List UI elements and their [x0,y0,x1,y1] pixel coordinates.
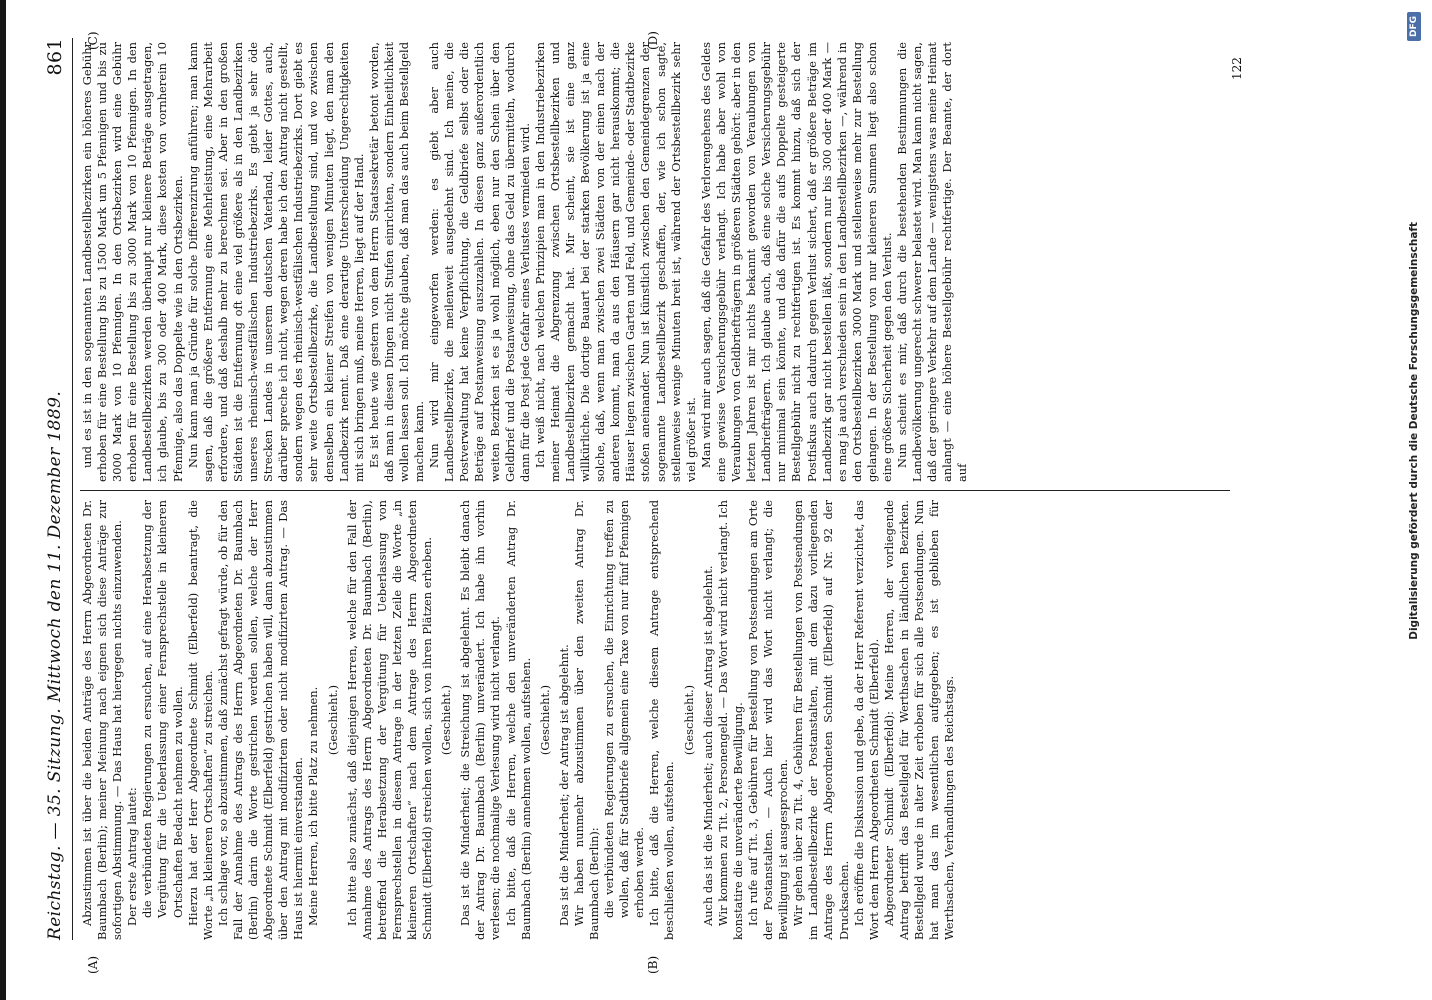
right-column [80,42,971,482]
paragraph: Das ist die Minderheit; die Streichung ist abgelehnt. Es bleibt danach der Antrag Dr. Baumbach (Berlin) unverändert. Ich habe ihn vorhin verlesen; die nochmalige Verlesung wird nicht verlangt. [458,500,503,940]
paragraph: Ich bitte also zunächst, daß diejenigen Herren, welche für den Fall der Annahme des Antrags des Herrn Abgeordneten Dr. Baumbach (Berlin), betreffend die Herabsetzung der Vergütung für Ueberlassung von Fernsprechstellen in diesem Antrage in der letzten Zeile die Worte „in kleineren Ortschaften“ nach dem Antrage des Herrn Abgeordneten Schmidt (Elberfeld) streichen wollen, sich von ihren Plätzen erheben. [344,500,435,940]
paragraph: Ich bitte, daß die Herren, welche diesem Antrage entsprechend beschließen wollen, aufstehen. [647,500,677,940]
paragraph: Ich bitte, daß die Herren, welche den unveränderten Antrag Dr. Baumbach (Berlin) annehmen wollen, aufstehen. [503,500,533,940]
margin-marker-a: (A) [86,955,100,974]
stage-direction: (Geschieht.) [681,684,696,756]
page-header [40,38,70,940]
dfg-notice: Digitalisierung gefördert durch die Deutsche Forschungsgemeinschaft [1408,222,1420,640]
paragraph: Wir gehen über zu Tit. 4, Gebühren für Bestellungen von Postsendungen im Landbestellbezirke der Postanstalten, mit dem dazu vorliegenden Antrage des Herrn Abgeordneten Schmidt (Elberfeld) auf Nr. 92 der Drucksachen. [791,500,851,940]
paragraph: Auch das ist die Minderheit; auch dieser Antrag ist abgelehnt. [700,565,715,926]
paragraph: Hierzu hat der Herr Abgeordnete Schmidt (Elberfeld) beantragt, die Worte „in kleineren Ortschaften“ zu streichen. [185,500,215,940]
left-column [80,500,957,940]
paragraph: und es ist in den sogenannten Landbestellbezirken ein höheres Gebühr erhoben für eine Bestellung bis zu 1500 Mark um 5 Pfennigen und bis zu 3000 Mark von 10 Pfennigen. In den Ortsbezirken wird eine Gebühr erhoben für eine Bestellung bis zu 3000 Mark von 10 Pfennigen. In den Landbestellbezirken werden überhaupt nur kleinere Beträge ausgetragen, ich glaube, bis zu 300 oder 400 Mark, diese kosten von vornherein 10 Pfennige, also das Doppelte wie in den Ortsbezirken. [80,42,185,482]
paragraph: Abgeordneter Schmidt (Elberfeld): Meine Herren, der vorliegende Antrag betrifft das Bestellgeld für Werthsachen in ländlichen Bezirken. Bestellgeld wurde in alter Zeit erhoben für sich alle Postsendungen. Nun hat man das im wesentlichen aufgegeben; es ist geblieben für Werthsachen, Verhandlungen des Reichstags. [881,500,957,940]
paragraph: Das ist die Minderheit; der Antrag ist abgelehnt. [556,644,571,926]
paragraph: Es ist heute wie gestern von dem Herrn Staatssekretär betont worden, daß man in diesen Dingen nicht Stufen einrichten, sondern Einheitlichkeit wollen lassen soll. Ich möchte glauben, daß man das auch beim Bestellgeld machen kann. [366,42,427,482]
header-title: Reichstag. — 35. Sitzung. Mittwoch den 11. Dezember 1889. [45,390,65,940]
paragraph: Nun kann man ja Gründe für solche Differenzirung anführen; man kann sagen, daß die größere Entfernung eine Mehrleistung, eine Mehrarbeit erfordere, und daß deshalb mehr zu berechnen sei. Aber in den großen Städten ist die Entfernung oft eine viel größere als in den Landbezirken unseres rheinisch-westfälischen Industriebezirks. Es giebt ja sehr öde Strecken Landes in unserem deutschen Vaterland, leider Gottes, auch, darüber spreche ich nicht, wegen deren habe ich den Antrag nicht gestellt, sondern wegen des rheinisch-westfälischen Industriebezirks. Dort giebt es sehr weite Ortsbestellbezirke, die Landbestellung sind, und wo zwischen denselben ein kleiner Streifen von wenigen Minuten liegt, den man den Landbezirk nennt. Daß eine derartige Unterscheidung Ungerechtigkeiten mit sich bringen muß, meine Herren, liegt auf der Hand. [185,42,366,482]
margin-marker-d: (D) [646,31,660,50]
margin-marker-c: (C) [86,31,100,50]
signature-number: 122 [1230,57,1244,80]
stage-direction: (Geschieht.) [537,684,552,756]
paragraph: Ich schlage vor, so abzustimmen, daß zunächst gefragt würde, ob für den Fall der Annahme des Antrags des Herrn Abgeordneten Dr. Baumbach (Berlin) darin die Worte gestrichen werden sollen, welche der Herr Abgeordnete Schmidt (Elberfeld) gestrichen haben will, dann abzustimmen über den Antrag mit modifizirtem oder nicht modifizirtem Antrag. — Das Haus ist hiermit einverstanden. [215,500,306,940]
dfg-logo: DFG [1407,12,1421,41]
paragraph: Nun wird mir eingeworfen werden: es giebt aber auch Landbestellbezirke, die meilenweit ausgedehnt sind. Ich meine, die Postverwaltung hat keine Verpflichtung, die Geldbriefe selbst oder die Beträge auf Postanweisung auszuzahlen. In diesen ganz außerordentlich weiten Bezirken ist es ja wohl möglich, eben nur den Schein über den Geldbrief und die Postanweisung, ohne das Geld zu übermitteln, wodurch dann für die Post jede Gefahr eines Verlustes vermieden wird. [427,42,532,482]
motion-quote: die verbündeten Regierungen zu ersuchen, auf eine Herabsetzung der Vergütung für die Ueberlassung einer Fernsprechstelle in kleineren Ortschaften Bedacht nehmen zu wollen. [140,500,185,918]
dfg-sidebar [1400,12,1428,988]
page-number: 861 [44,38,66,76]
scan-edge [0,0,6,1000]
paragraph: Ich weiß nicht, nach welchen Prinzipien man in den Industriebezirken meiner Heimat die Abgrenzung zwischen Ortsbestellbezirken und Landbestellbezirken gemacht hat. Mir scheint, sie ist eine ganz willkürliche. Die dortige Bauart bei der starken Bevölkerung ist ja eine solche, daß, wenn man zwischen zwei Städten von der einen nach der anderen kommt, man da aus den Häusern gar nicht herauskommt; die Häuser liegen zwischen Garten und Feld, und Gemeinde- oder Stadtbezirke stoßen aneinander. Nun ist künstlich zwischen den Gemeindegrenzen der sogenannte Landbestellbezirk geschaffen, der, wie ich schon sagte, stellenweise wenige Minuten breit ist, während der Ortsbestellbezirk sehr viel größer ist. [532,42,698,482]
paragraph: Wir kommen zu Tit. 2, Personengeld. — Das Wort wird nicht verlangt. Ich konstatire die unveränderte Bewilligung. [715,500,745,940]
paragraph: Meine Herren, ich bitte Platz zu nehmen. [306,686,321,926]
paragraph: Wir haben nunmehr abzustimmen über den zweiten Antrag Dr. Baumbach (Berlin): [571,500,601,940]
stage-direction: (Geschieht.) [439,684,454,756]
paragraph: Man wird mir auch sagen, daß die Gefahr des Verlorengehens des Geldes eine gewisse Versicherungsgebühr verlangt. Ich habe aber wohl von Veraubungen von Geldbriefträgern in größeren Städten gehört: aber in den letzten Jahren ist mir nichts bekannt geworden von Veraubungen von Landbriefträgern. Ich glaube auch, daß eine solche Versicherungsgebühr nur minimal sein könnte, und daß dafür die aufs Doppelte gesteigerte Bestellgebühr nicht zu rechtfertigen ist. Es kommt hinzu, daß sich der Postfiskus auch dadurch gegen Verlust sichert, daß er größere Beträge im Landbezirk gar nicht bestellen läßt, sondern nur bis 300 oder 400 Mark — es mag ja auch verschieden sein in den Landbestellbezirken —, während in den Ortsbestellbezirken 3000 Mark und stellenweise mehr zur Bestellung gelangen. In der Bestellung von nur kleineren Summen liegt also schon eine größere Sicherheit gegen den Verlust. [698,42,894,482]
margin-marker-b: (B) [646,955,660,974]
paragraph: Nun scheint es mir, daß durch die bestehenden Bestimmungen die Landbevölkerung ungerecht schwerer belastet wird. Man kann nicht sagen, daß der geringere Verkehr auf dem Lande — wenigstens was meine Heimat anlangt — eine höhere Bestellgebühr rechtfertige. Der Beamte, der dort auf [895,42,970,482]
rotated-document-page [26,20,1366,980]
paragraph: Abzustimmen ist über die beiden Anträge des Herrn Abgeordneten Dr. Baumbach (Berlin); meiner Meinung nach eignen sich diese Anträge zur sofortigen Abstimmung. — Das Haus hat hiergegen nichts einzuwenden. [80,500,125,940]
header-rule [72,38,73,940]
column-divider [80,490,1230,491]
stage-direction: (Geschieht.) [325,684,340,756]
paragraph: Der erste Antrag lautet: [125,787,140,926]
paragraph: Ich eröffne die Diskussion und gebe, da der Herr Referent verzichtet, das Wort dem Herrn Abgeordneten Schmidt (Elberfeld). [851,500,881,940]
motion-quote: die verbündeten Regierungen zu ersuchen, die Einrichtung treffen zu wollen, daß für Stadtbriefe allgemein eine Taxe von nur fünf Pfennigen erhoben werde. [602,500,647,918]
paragraph: Ich rufe auf Tit. 3, Gebühren für Bestellung von Postsendungen am Orte der Postanstalten. — Auch hier wird das Wort nicht verlangt; die Bewilligung ist ausgesprochen. [745,500,791,940]
